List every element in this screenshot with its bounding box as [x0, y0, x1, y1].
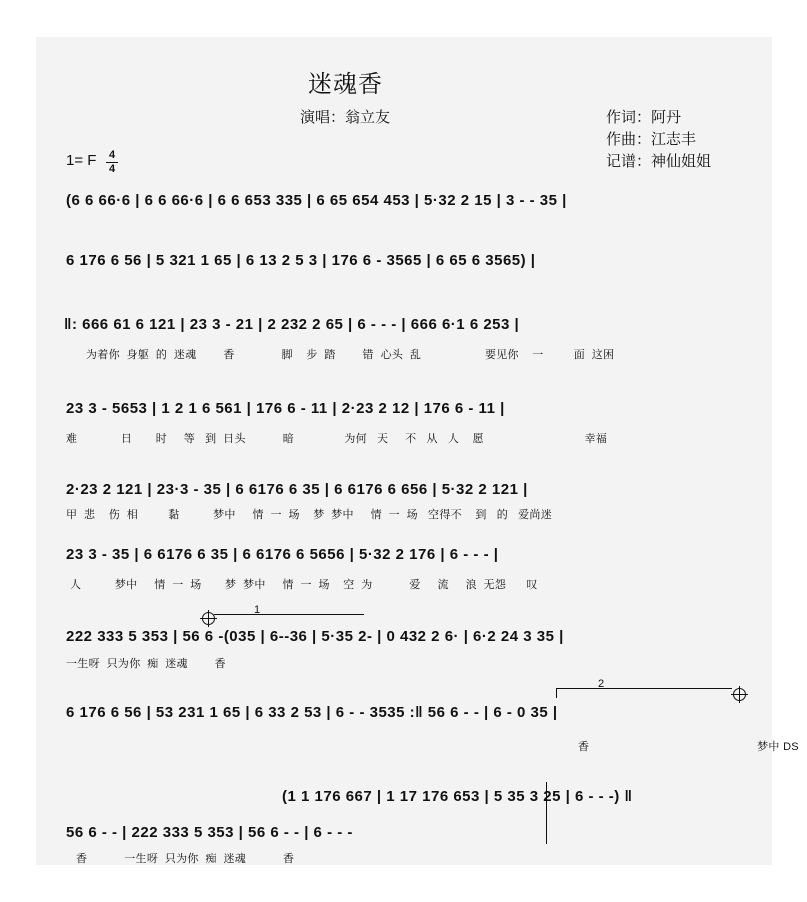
time-denominator: 4	[108, 163, 116, 175]
score-row-7: 222 333 5 353 | 56 6 -(035 | 6--36 | 5·35 2- | 0 432 2 6· | 6·2 24 3 35 |	[66, 628, 564, 645]
coda-sign-end	[733, 688, 746, 701]
lyric-line-7: 香 一生呀 只为你 痴 迷魂 香	[76, 853, 295, 865]
lyric-line-1: 为着你 身躯 的 迷魂 香 脚 步 踏 错 心头 乱 要见你 一 面 这困	[86, 349, 615, 361]
score-row-3: ‖: 666 61 6 121 | 23 3 - 21 | 2 232 2 65 | 6 - - - | 666 6·1 6 253 |	[64, 316, 520, 333]
score-row-6: 23 3 - 35 | 6 6176 6 35 | 6 6176 6 5656 | 5·32 2 176 | 6 - - - |	[66, 546, 499, 563]
time-signature	[106, 150, 118, 175]
score-row-4: 23 3 - 5653 | 1 2 1 6 561 | 176 6 - 11 | 2·23 2 12 | 176 6 - 11 |	[66, 400, 505, 417]
score-row-1: (6 6 66·6 | 6 6 66·6 | 6 6 653 335 | 6 65 654 453 | 5·32 2 15 | 3 - - 35 |	[66, 192, 567, 209]
transcriber-credit: 记谱：神仙姐姐	[606, 153, 712, 170]
lyric-line-3: 甲 悲 伤 相 黏 梦中 情 一 场 梦 梦中 情 一 场 空得不 到 的 爱尚迷	[66, 509, 552, 521]
lyric-line-2: 难 日 时 等 到 日头 暗 为何 天 不 从 人 愿 幸福	[66, 433, 608, 445]
score-row-8: 6 176 6 56 | 53 231 1 65 | 6 33 2 53 | 6 - - 3535 :‖ 56 6 - - | 6 - 0 35 |	[66, 704, 558, 721]
lyricist-credit: 作词：阿丹	[606, 109, 682, 126]
score-row-9: (1 1 176 667 | 1 17 176 653 | 5 35 3 25 | 6 - - -) ‖	[282, 788, 633, 805]
score-row-10: 56 6 - - | 222 333 5 353 | 56 6 - - | 6 - - -	[66, 824, 353, 841]
score-row-2: 6 176 6 56 | 5 321 1 65 | 6 13 2 5 3 | 176 6 - 3565 | 6 65 6 3565) |	[66, 252, 536, 269]
volta-1-number: 1	[254, 604, 261, 616]
lyric-line-5: 一生呀 只为你 痴 迷魂 香	[66, 658, 226, 670]
volta-2-bracket	[556, 688, 732, 689]
lyric-line-6: 香 梦中 DS	[578, 741, 799, 753]
song-title: 迷魂香	[308, 71, 383, 98]
system-divider-line	[546, 782, 547, 844]
singer-credit: 演唱：翁立友	[300, 109, 391, 126]
lyric-line-4: 人 梦中 情 一 场 梦 梦中 情 一 场 空 为 爱 流 浪 无怨 叹	[70, 579, 538, 591]
time-numerator: 4	[108, 149, 116, 161]
volta-2-number: 2	[598, 678, 605, 690]
volta-2-left-edge	[556, 688, 557, 698]
key-signature: 1= F	[66, 152, 97, 169]
score-row-5: 2·23 2 121 | 23·3 - 35 | 6 6176 6 35 | 6 6176 6 656 | 5·32 2 121 |	[66, 481, 528, 498]
volta-1-bracket	[214, 614, 364, 615]
composer-credit: 作曲：江志丰	[606, 131, 697, 148]
